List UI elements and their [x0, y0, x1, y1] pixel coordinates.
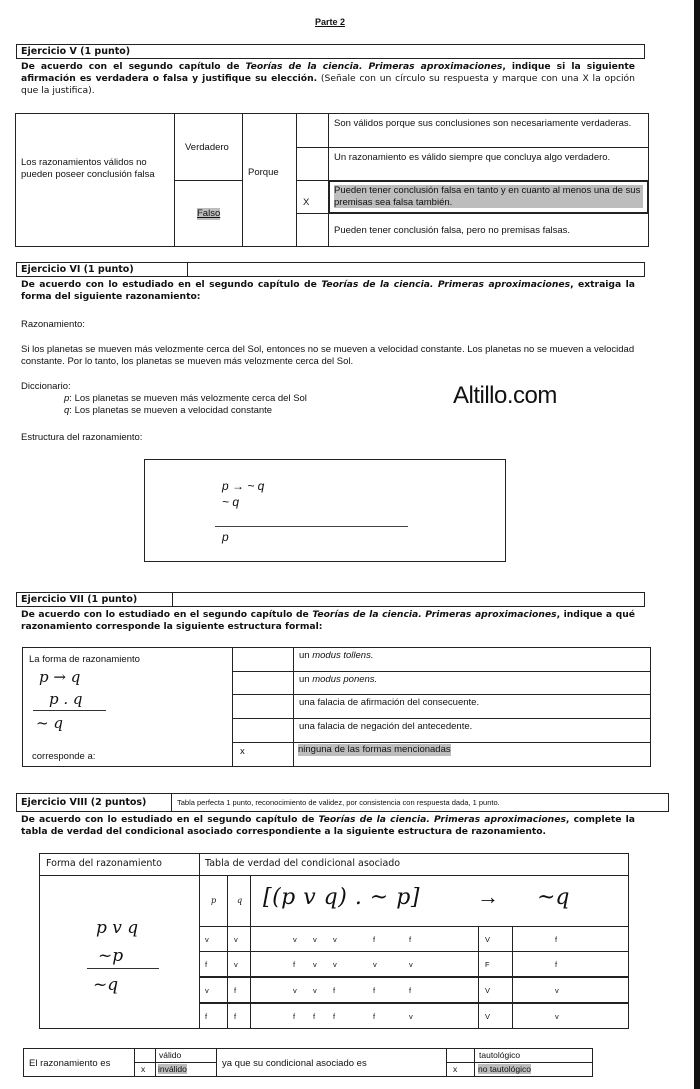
truth-table-cell [227, 926, 251, 952]
option-cell [328, 213, 649, 247]
statement-text: Los razonamientos válidos no pueden poseer conclusión falsa [21, 157, 155, 180]
false-cell[interactable] [174, 180, 243, 247]
selected-mark: x [141, 1064, 146, 1074]
exercise-6-prompt [21, 279, 635, 303]
option-cell [293, 671, 651, 695]
exercise-6-header [16, 262, 645, 277]
truth-value: f [373, 986, 376, 995]
option-text-selected: Pueden tener conclusión falsa en tanto y en cuanto al menos una de sus premisas sea falsa también. [334, 185, 643, 208]
truth-table-cell [478, 1003, 513, 1029]
because-cell [242, 113, 297, 247]
mark-cell[interactable] [232, 718, 294, 743]
header-cell [199, 853, 629, 876]
mark-cell[interactable] [232, 694, 294, 719]
truth-table-cell [478, 951, 513, 977]
mark-cell[interactable] [446, 1048, 475, 1063]
statement-cell [15, 113, 175, 247]
truth-table-cell [227, 1003, 251, 1029]
mark-cell[interactable] [232, 742, 294, 767]
option-text [299, 674, 377, 686]
exercise-7-prompt [21, 609, 635, 633]
option-cell [293, 742, 651, 767]
prompt-text: , indique si la siguiente afirmación es verdadera o falsa y justifique su elección. [21, 61, 636, 84]
option-cell [474, 1062, 593, 1077]
truth-value: v [555, 1012, 559, 1021]
option-text: una falacia de afirmación del consecuente. [299, 697, 480, 708]
option-text-selected: ninguna de las formas mencionadas [298, 744, 451, 755]
truth-value: v [313, 960, 317, 969]
option-cell [293, 718, 651, 743]
truth-value: f [409, 986, 412, 995]
form-premise-2: p . q [49, 690, 83, 708]
form-premise-1: p v q [96, 918, 139, 938]
mark-cell[interactable] [296, 180, 329, 214]
form-cell [39, 875, 200, 1029]
truth-table-cell [250, 977, 479, 1003]
truth-value: f [293, 1012, 296, 1021]
option-cell [474, 1048, 593, 1063]
truth-table-cell [478, 926, 513, 952]
option-italic: modus tollens. [312, 650, 374, 661]
truth-value: v [293, 986, 297, 995]
truth-value: v [373, 960, 377, 969]
dictionary-entry-p [64, 393, 307, 405]
truth-value: f [409, 935, 412, 944]
option-cell [293, 694, 651, 719]
truth-value: f [234, 1012, 237, 1021]
truth-table-cell [199, 977, 228, 1003]
option-italic: modus ponens. [312, 674, 378, 685]
truth-table-cell [199, 926, 228, 952]
option-cell [293, 647, 651, 672]
prompt-text: De acuerdo con lo estudiado en el segundo capítulo de [21, 609, 313, 620]
option-text: Pueden tener conclusión falsa, pero no premisas falsas. [334, 225, 571, 236]
watermark-logo: Altillo.com [453, 382, 557, 409]
prompt-text: De acuerdo con lo estudiado en el segundo capítulo de [21, 814, 319, 825]
truth-value: f [373, 1012, 376, 1021]
true-label: Verdadero [185, 142, 229, 153]
truth-value: v [409, 1012, 413, 1021]
truth-value: f [333, 1012, 336, 1021]
inference-line [87, 968, 159, 969]
option-cell [328, 113, 649, 148]
prompt-text: , indique a qué razonamiento corresponde la siguiente estructura formal: [21, 609, 635, 632]
var-q: q [237, 896, 243, 905]
page-edge [694, 0, 700, 1089]
form-conclusion: ~q [93, 975, 119, 995]
header-divider [171, 794, 172, 811]
answer-label: El razonamiento es [29, 1058, 111, 1069]
exercise-8-title: Ejercicio VIII (2 puntos) [21, 797, 147, 808]
book-title: Teorías de la ciencia. Primeras aproximaciones [318, 814, 566, 825]
mark-cell[interactable] [232, 671, 294, 695]
premise-1: p → ~ q [222, 479, 265, 493]
prompt-text: De acuerdo con el segundo capítulo de [21, 61, 246, 72]
prompt-instructions: (Señale con un círculo su respuesta y marque con una X la opción que la justifica). [21, 73, 635, 96]
truth-table-cell [250, 926, 479, 952]
false-label: Falso [197, 208, 221, 219]
structure-box [144, 459, 506, 562]
dictionary-text: : Los planetas se mueven a velocidad constante [69, 405, 273, 416]
dictionary-label: Diccionario: [21, 381, 71, 392]
truth-value: f [555, 960, 558, 969]
truth-value: f [313, 1012, 316, 1021]
mark-cell[interactable] [446, 1062, 475, 1077]
premise-2: ~ q [222, 495, 240, 509]
truth-value: V [485, 935, 491, 944]
option-cell [328, 147, 649, 181]
form-cell [22, 647, 233, 767]
header-cell [39, 853, 200, 876]
truth-table-cell [227, 951, 251, 977]
exercise-5-header [16, 44, 645, 59]
middle-cell [216, 1048, 447, 1077]
corresponds-label: corresponde a: [32, 751, 96, 762]
exercise-7-header [16, 592, 645, 607]
option-text: una falacia de negación del antecedente. [299, 721, 473, 732]
truth-table-cell [227, 977, 251, 1003]
dictionary-entry-q [64, 405, 272, 417]
truth-value: v [205, 935, 209, 944]
form-label: La forma de razonamiento [29, 654, 140, 665]
form-premise-1: p → q [39, 668, 81, 686]
answer-label-cell [23, 1048, 135, 1077]
truth-table-cell [250, 951, 479, 977]
true-cell[interactable] [174, 113, 243, 181]
exercise-5-prompt [21, 61, 635, 97]
truth-table-cell [478, 977, 513, 1003]
formula-cell [250, 875, 629, 927]
truth-value: f [555, 935, 558, 944]
truth-value: v [234, 960, 238, 969]
truth-value: V [485, 986, 491, 995]
form-conclusion: ~ q [36, 714, 63, 732]
exercise-8-header [16, 793, 669, 812]
option-valid: válido [159, 1050, 182, 1060]
truth-value: f [205, 1012, 208, 1021]
truth-table-cell [250, 1003, 479, 1029]
truth-value: v [205, 986, 209, 995]
truth-table-cell [512, 977, 629, 1003]
truth-value: F [485, 960, 490, 969]
column-header: Forma del razonamiento [46, 858, 162, 869]
truth-value: v [313, 986, 317, 995]
option-text: Son válidos porque sus conclusiones son necesariamente verdaderas. [334, 118, 632, 129]
arrow-icon: → [477, 884, 499, 909]
mark-cell[interactable] [296, 113, 329, 148]
structure-label: Estructura del razonamiento: [21, 432, 143, 443]
exercise-6-title: Ejercicio VI (1 punto) [21, 264, 134, 275]
because-label: Porque [248, 167, 279, 178]
truth-value: f [293, 960, 296, 969]
inference-line [33, 710, 106, 711]
mark-cell[interactable] [296, 147, 329, 181]
reasoning-label: Razonamiento: [21, 319, 85, 330]
grading-note: Tabla perfecta 1 punto, reconocimiento de validez, por consistencia con respuesta dada, 1 punto. [177, 798, 500, 807]
option-prefix: un [299, 650, 313, 661]
var-header-cell [227, 875, 251, 927]
dictionary-text: : Los planetas se mueven más velozmente cerca del Sol [69, 393, 307, 404]
truth-value: f [205, 960, 208, 969]
truth-table-cell [199, 1003, 228, 1029]
formula-consequent: ~q [537, 885, 570, 910]
mark-cell[interactable] [134, 1048, 156, 1063]
book-title: Teorías de la ciencia. Primeras aproximaciones [312, 609, 557, 620]
var-q: q [64, 405, 70, 416]
truth-value: f [234, 986, 237, 995]
prompt-text: , extraiga la forma del siguiente razonamiento: [21, 279, 635, 302]
exercise-8-prompt [21, 814, 635, 838]
truth-value: v [333, 935, 337, 944]
option-tautological: tautológico [479, 1050, 521, 1060]
truth-table-cell [199, 951, 228, 977]
form-premise-2: ~p [98, 946, 124, 966]
option-cell [155, 1062, 217, 1077]
truth-table-cell [512, 951, 629, 977]
book-title: Teorías de la ciencia. Primeras aproximaciones [245, 61, 503, 72]
var-p: p [211, 896, 217, 905]
truth-value: v [293, 935, 297, 944]
option-text [299, 650, 373, 662]
selected-mark: x [453, 1064, 458, 1074]
mark-cell[interactable] [134, 1062, 156, 1077]
option-not-tautological-selected: no tautológico [478, 1064, 531, 1074]
header-divider [172, 593, 173, 606]
mark-cell[interactable] [232, 647, 294, 672]
truth-value: V [485, 1012, 491, 1021]
prompt-text: De acuerdo con lo estudiado en el segundo capítulo de [21, 279, 322, 290]
prompt-text: , complete la tabla de verdad del condicional asociado correspondiente a la siguiente estructura de razonamiento. [21, 814, 636, 837]
truth-value: v [409, 960, 413, 969]
conclusion: p [222, 530, 229, 544]
answer-middle-text: ya que su condicional asociado es [222, 1058, 367, 1069]
truth-table-cell [512, 1003, 629, 1029]
truth-value: f [373, 935, 376, 944]
book-title: Teorías de la ciencia. Primeras aproximaciones [321, 279, 571, 290]
column-header: Tabla de verdad del condicional asociado [205, 858, 401, 869]
part-title: Parte 2 [314, 17, 346, 27]
reasoning-text: Si los planetas se mueven más velozmente cerca del Sol, entonces no se mueven a velocidad constante. Los planetas no se mueven a velocidad constante. Por lo tanto, los planetas se mueven más velozmente cerca del Sol. [21, 344, 635, 367]
truth-value: v [555, 986, 559, 995]
mark-cell[interactable] [296, 213, 329, 247]
exercise-7-title: Ejercicio VII (1 punto) [21, 594, 138, 605]
option-text: Un razonamiento es válido siempre que concluya algo verdadero. [334, 152, 611, 163]
truth-value: v [234, 935, 238, 944]
var-p: p [64, 393, 70, 404]
inference-line [215, 526, 408, 527]
option-cell-selected [328, 180, 649, 214]
truth-value: v [313, 935, 317, 944]
truth-value: f [333, 986, 336, 995]
option-prefix: un [299, 674, 313, 685]
header-divider [187, 263, 188, 276]
formula-antecedent: [(p v q) . ~ p] [263, 885, 420, 910]
truth-value: v [333, 960, 337, 969]
exercise-5-title: Ejercicio V (1 punto) [21, 46, 131, 57]
var-header-cell [199, 875, 228, 927]
truth-table-cell [512, 926, 629, 952]
selected-mark: x [240, 746, 245, 757]
selected-mark: X [303, 197, 310, 208]
option-cell [155, 1048, 217, 1063]
option-invalid-selected: inválido [158, 1064, 187, 1074]
